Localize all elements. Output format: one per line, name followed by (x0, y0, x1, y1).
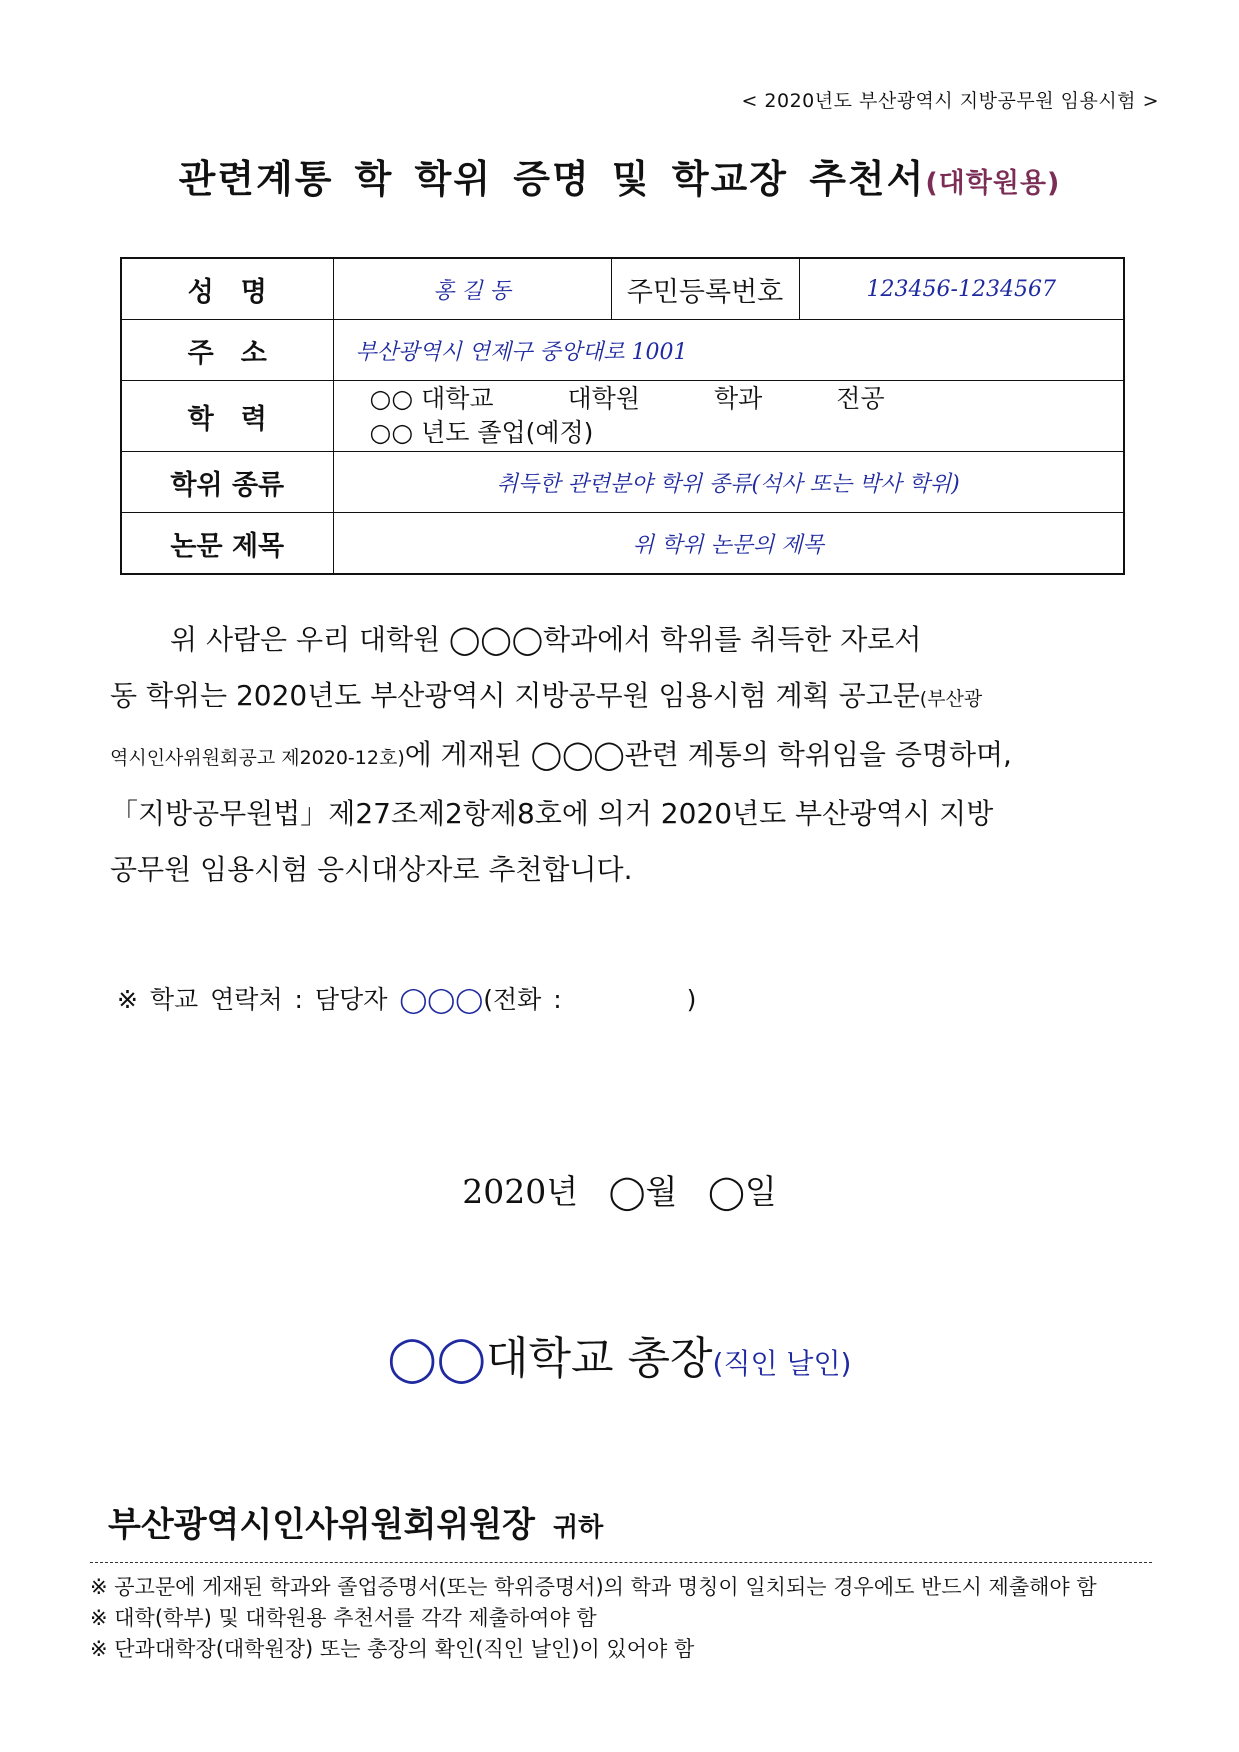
education-major: 전공 (836, 384, 885, 413)
body-line-2 (110, 668, 1130, 727)
degree-value: 취득한 관련분야 학위 종류(석사 또는 박사 학위) (333, 452, 1124, 513)
body-line-1: 위 사람은 우리 대학원 ◯◯◯학과에서 학위를 취득한 자로서 (170, 623, 922, 656)
body-line-2a: 동 학위는 2020년도 부산광역시 지방공무원 임용시험 계획 공고문 (110, 679, 920, 712)
date-month: ◯월 (608, 1172, 678, 1211)
seal-note: (직인 날인) (712, 1347, 852, 1380)
thesis-label: 논문 제목 (121, 513, 333, 575)
president-signature (0, 1322, 1239, 1386)
addressee-name: 부산광역시인사위원회위원장 (108, 1505, 535, 1545)
row-address (121, 320, 1124, 381)
addressee-honorific: 귀하 (552, 1513, 604, 1543)
row-degree (121, 452, 1124, 513)
body-line-2b: (부산광 (919, 688, 983, 710)
education-line-2: ○○ 년도 졸업(예정) (369, 418, 594, 447)
rrn-value: 123456-1234567 (799, 258, 1124, 320)
name-value: 홍 길 동 (333, 258, 611, 320)
issue-date (0, 1166, 1239, 1213)
rrn-label: 주민등록번호 (611, 258, 799, 320)
body-line-3 (110, 727, 1130, 786)
row-name (121, 258, 1124, 320)
degree-label: 학위 종류 (121, 452, 333, 513)
education-line-1 (334, 382, 1124, 416)
address-label: 주 소 (121, 320, 333, 381)
education-value (333, 381, 1124, 452)
dashed-divider (90, 1562, 1152, 1563)
date-day: ◯일 (707, 1172, 777, 1211)
exam-label: < 2020년도 부산광역시 지방공무원 임용시험 > (741, 90, 1159, 112)
applicant-info-table (120, 257, 1125, 575)
footnote-1: ※ 공고문에 게재된 학과와 졸업증명서(또는 학위증명서)의 학과 명칭이 일치되는 경우에도 반드시 제출해야 함 (90, 1575, 1097, 1599)
recommendation-body (110, 612, 1130, 898)
addressee (108, 1497, 603, 1546)
education-school: ○○ 대학교 (369, 384, 494, 413)
body-line-5: 공무원 임용시험 응시대상자로 추천합니다. (110, 853, 633, 886)
education-dept: 학과 (713, 384, 763, 413)
row-thesis (121, 513, 1124, 575)
footnote-3: ※ 단과대학장(대학원장) 또는 총장의 확인(직인 날인)이 있어야 함 (90, 1637, 695, 1661)
date-year: 2020년 (462, 1172, 579, 1211)
university-name-placeholder: ◯◯ (387, 1333, 486, 1384)
education-grad: 대학원 (567, 384, 640, 413)
body-line-3b: 에 게재된 ◯◯◯관련 계통의 학위임을 증명하며, (404, 738, 1012, 771)
document-title (0, 148, 1239, 203)
contact-phone: (전화 : ) (483, 985, 697, 1014)
title-suffix: (대학원용) (925, 168, 1061, 199)
contact-prefix: ※ 학교 연락처 : 담당자 (117, 985, 388, 1014)
contact-person: ◯◯◯ (399, 985, 484, 1014)
name-label: 성 명 (121, 258, 333, 320)
education-label: 학 력 (121, 381, 333, 452)
footnote-2: ※ 대학(학부) 및 대학원용 추천서를 각각 제출하여야 함 (90, 1606, 597, 1630)
address-value: 부산광역시 연제구 중앙대로 1001 (333, 320, 1124, 381)
school-contact (117, 980, 696, 1016)
body-line-4: 「지방공무원법」제27조제2항제8호에 의거 2020년도 부산광역시 지방 (110, 797, 994, 830)
title-main: 관련계통 학 학위 증명 및 학교장 추천서 (178, 157, 926, 201)
footnotes (90, 1572, 1097, 1665)
thesis-value: 위 학위 논문의 제목 (333, 513, 1124, 575)
body-line-3a: 역시인사위원회공고 제2020-12호) (110, 747, 405, 769)
president-title: 대학교 총장 (486, 1333, 713, 1384)
row-education (121, 381, 1124, 452)
